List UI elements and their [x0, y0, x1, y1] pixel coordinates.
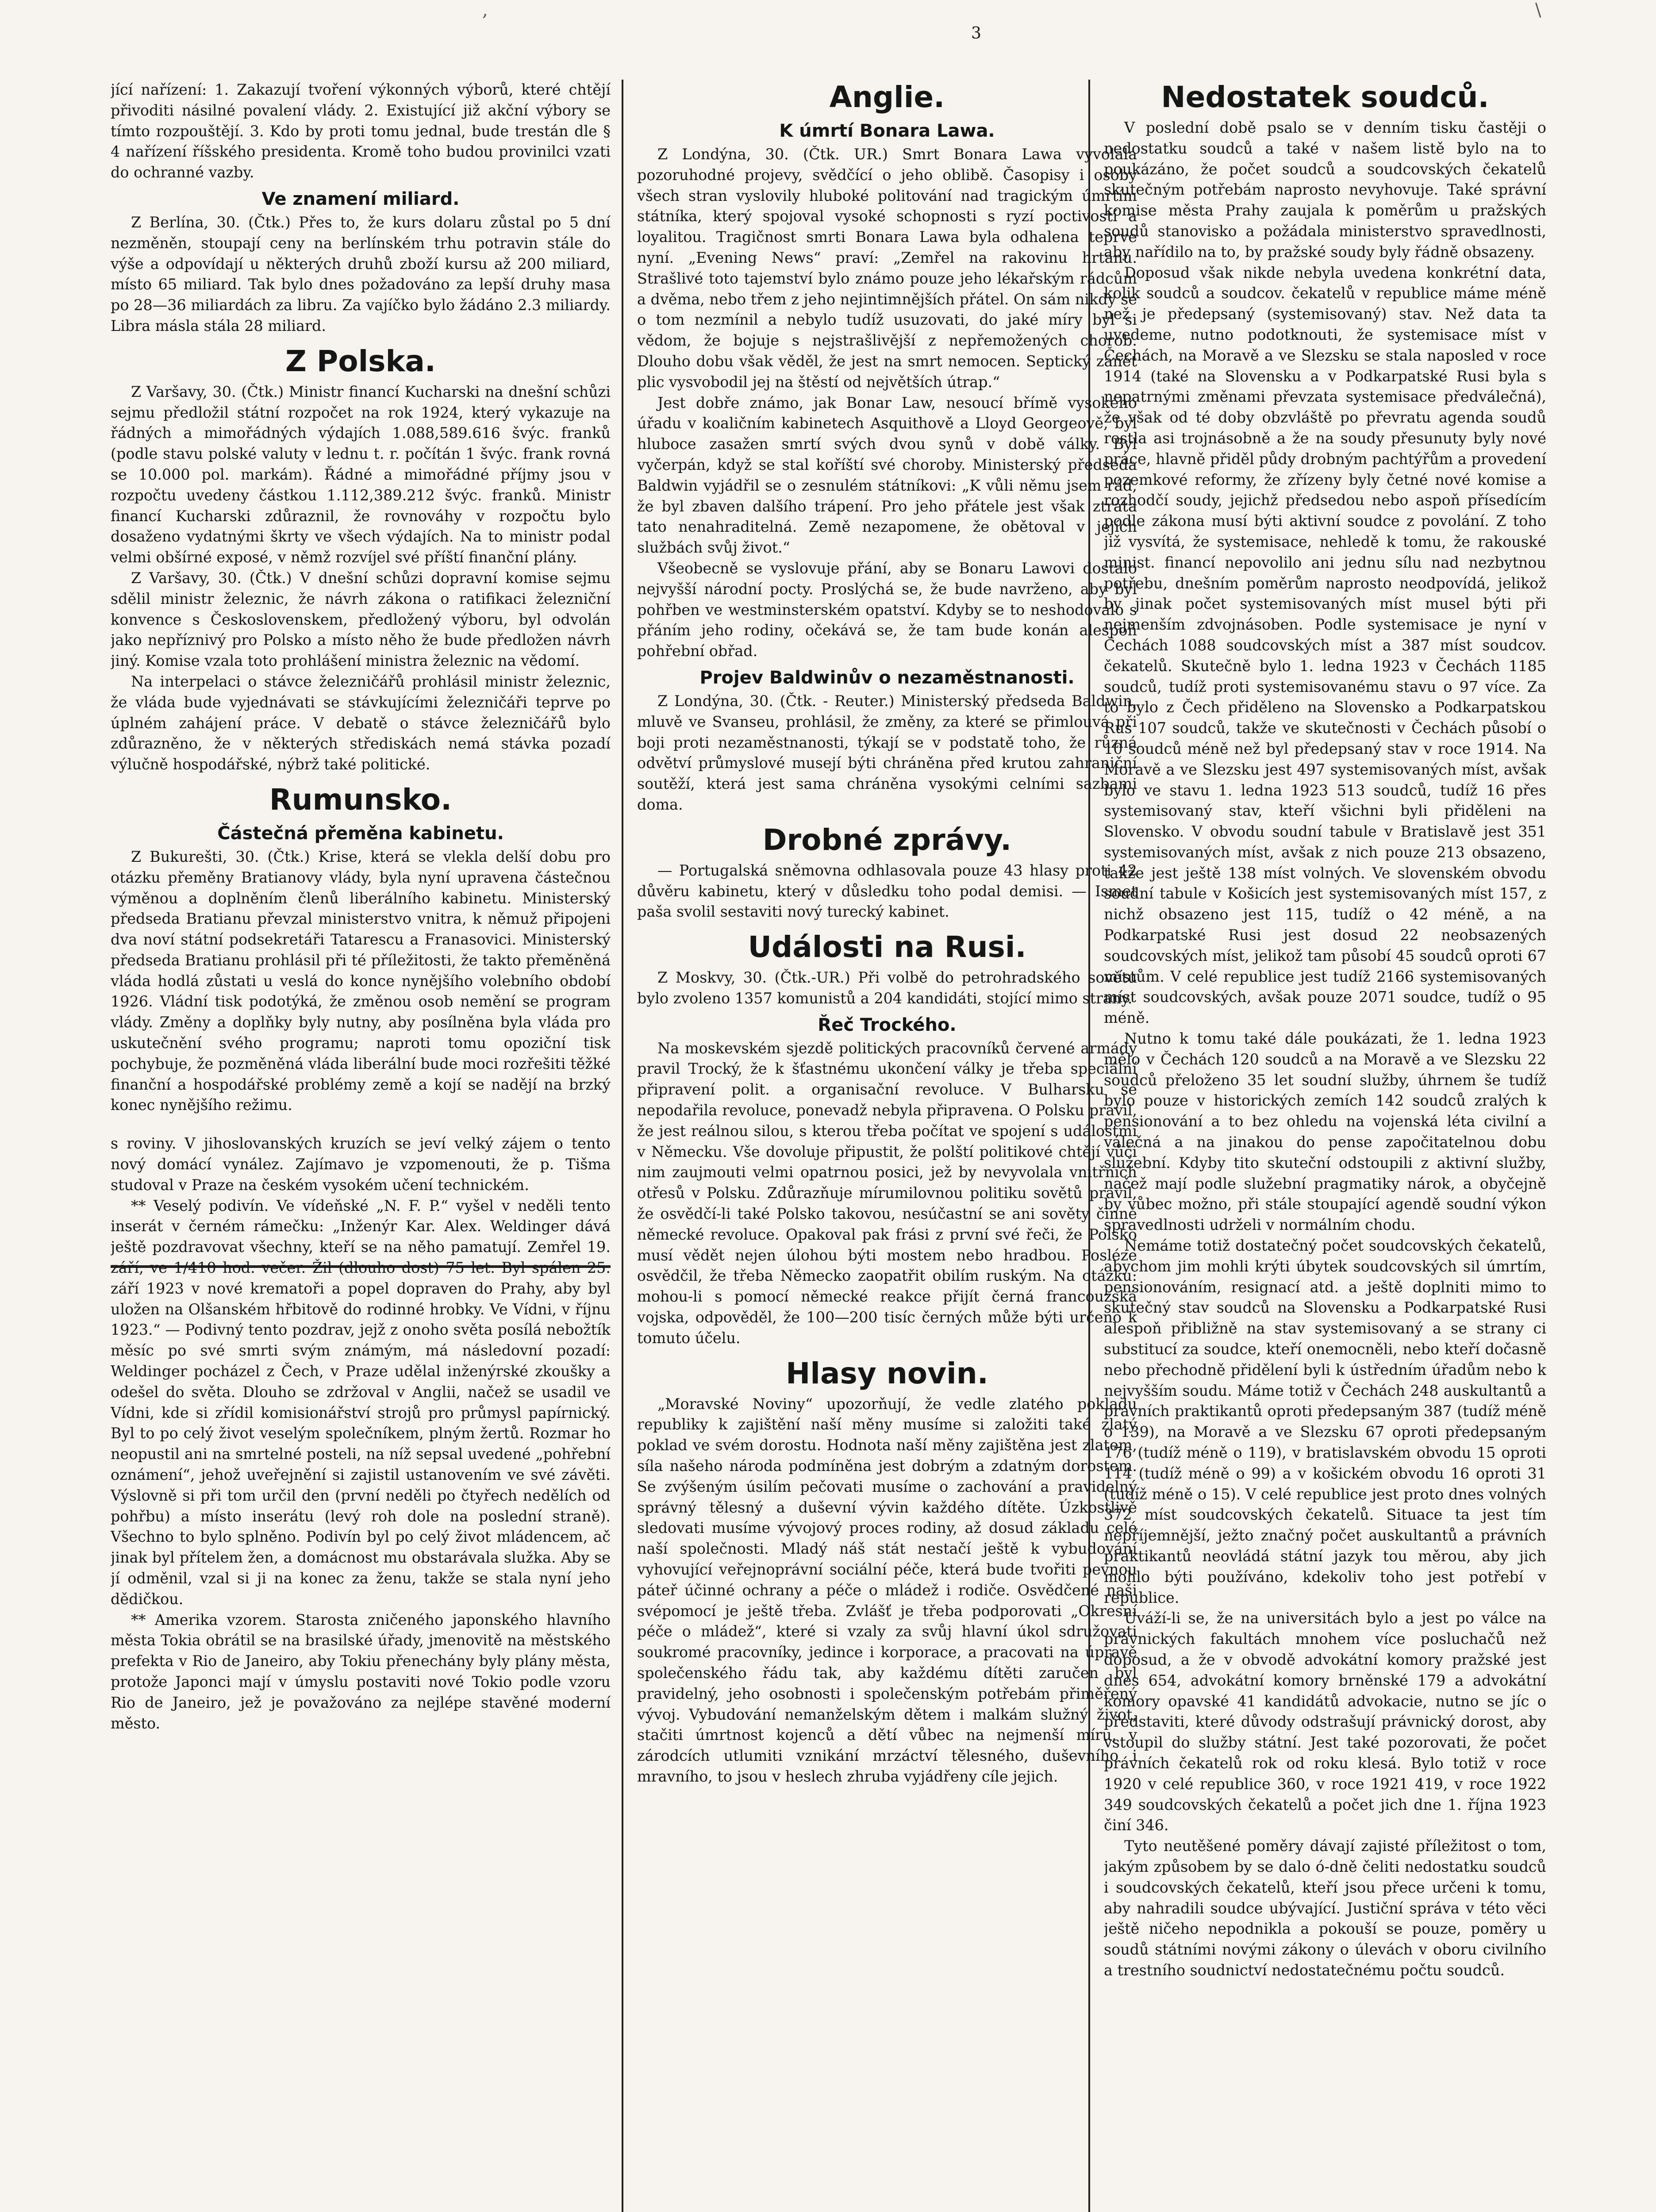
article-rumunsko: Z Bukurešti, 30. (Čtk.) Krise, která se vlekla delší dobu pro otázku přeměny Bratianovy vlády, byla nyní upravena částečnou výměnou a doplněním členů liberálního kabinetu. Ministerský předseda Bratianu převzal ministerstvo vnitra, k němuž připojeni dva noví státní podsekretáři Tatarescu a Franasovici. Ministerský předseda Bratianu prohlásil při té příležitosti, že takto přeměněná vláda hodlá zůstati u veslá do konce nynějšího volebního období 1926. Vládní tisk podotýká, že změnou osob nemění se program vlády. Změny a doplňky byly nutny, aby posílněna byla vláda pro uskutečnění svého programu; naproti tomu opoziční tisk pochybuje, že pozměněná vláda liberální bude moci rozřešiti těžké finanční a hospodářské problémy země a kojí se nadějí na brzký konec nynějšího režimu. — [111, 848, 611, 1114]
heading-anglie: Anglie. — [829, 80, 945, 114]
heading-drobne: Drobné zprávy. — [762, 822, 1012, 857]
heading-hlasy: Hlasy novin. — [786, 1356, 988, 1390]
article-hlasy: „Moravské Noviny“ upozorňují, že vedle zlatého pokladu republiky k zajištění naší měny musíme si založiti také zlatý poklad ve svém dorostu. Hodnota naší měny zajištěna jest zlatem, síla našeho národa podmíněna jest dobrým a zdatným dorostem. Se zvýšeným úsilím pečovati musíme o zachování a pravidelný správný tělesný a duševní vývin každého dítěte. Úzkostlivě sledovati musíme vývojový proces rodiny, až dosud základu celé naší společnosti. Mladý náš stát nestačí ještě k vybudování vyhovující veřejnoprávní sociální péče, která bude tvořiti pevnou páteř účinné ochrany a péče o mládež i rodiče. Osvědčené naši svépomocí je ještě třeba. Zvlášť je třeba podporovati „Okresní péče o mládež“, které si vzaly za svůj hlavní úkol sdružovati soukromé pracovníky, jedince i korporace, a pracovati na úpravě společenského řádu tak, aby každému dítěti zaručen byl pravidelný, jeho osobnosti i společenským potřebám přiměřený vývoj. Vybudování nemanželským dětem i malkám služný život, stačiti úmrtnost kojenců a dětí vůbec na nejmenší míru, v zárodcích utlumiti vznikání mrzáctví tělesného, duševního i mravního, to jsou v heslech zhruba vyjádřeny cíle jejich. — [637, 1395, 1137, 1785]
page-number: 3 — [971, 24, 981, 42]
binding-mark-left: , — [482, 0, 488, 20]
article-bonar-1: Z Londýna, 30. (Čtk. UR.) Smrt Bonara Lawa vyvolala pozoruhodné projevy, svědčící o jeho oblibě. Časopisy i osoby všech stran vyslovily hluboké politování nad tragickým úmrtím státníka, který spojoval vysoké schopnosti s ryzí poctivostí a loyalitou. Tragičnost smrti Bonara Lawa byla odhalena teprve nyní. „Evening News“ praví: „Zemřel na rakovinu hrtanu. Strašlivé toto tajemství bylo známo pouze jeho lékařským rádcům a dvěma, nebo třem z jeho nejintimnějších přátel. On sám nikdy se o tom nezmínil a nebylo tudíž usuzovati, do jaké míry byl si vědom, že bojuje s nejstrašlivější z nepřemožených chorob. Dlouho dobu však věděl, že jest na smrt nemocen. Septický zánět plic vysvobodil jej na štěstí od největších útrap.“ — [637, 146, 1137, 391]
article-misc-1: s roviny. V jihoslovanských kruzích se jeví velký zájem o tento nový domácí vynález. Zajímavo je vzpomenouti, že p. Tišma studoval v Praze na českém vysokém učení technickém. — [111, 1135, 611, 1194]
article-soudcu-4: Nemáme totiž dostatečný počet soudcovských čekatelů, abychom jim mohli krýti úbytek soudcovských sil úmrtím, pensionováním, resignací atd. a ještě doplniti mimo to skutečný stav soudců na Slovensku a Podkarpatské Rusi alespoň přibližně na stav systemisovaný a se strany ci substitucí za soudce, kteří onemocněli, nebo kteří dočasně nebo přechodně přidělení byli k ústředním úřadům nebo k nejvyšším soudu. Máme totiž v Čechách 248 auskultantů a právních praktikantů oproti předepsaným 387 (tudíž méně o 139), na Moravě a ve Slezsku 67 oproti předepsaným 176 (tudíž méně o 119), v bratislavském obvodu 15 oproti 114 (tudíž méně o 99) a v košickém obvodu 16 oproti 31 (tudíž méně o 15). V celé republice jest proto dnes volných 372 míst soudcovských čekatelů. Situace ta jest tím nepříjemnější, ježto značný počet auskultantů a právních praktikantů neovládá státní jazyk tou měrou, aby jich mohlo býti používáno, kdekoliv toho jest potřebí v republice. — [1104, 1237, 1546, 1606]
article-soudcu-2: Doposud však nikde nebyla uvedena konkrétní data, kolik soudců a soudcov. čekatelů v republice máme méně než je předepsaný (systemisovaný) stav. Než data ta uvedeme, nutno podotknouti, že systemisace míst v Čechách, na Moravě a ve Slezsku se stala naposled v roce 1914 (také na Slovensku a v Podkarpatské Rusi byla s nepatrnými změnami převzata systemisace předválečná), že však od té doby obzvláště po převratu agenda soudů rostla asi trojnásobně a že na soudy přesunuty byly nové práce, hlavně přiděl půdy drobným pachtýřům a provedení pozemkové reformy, že zřízeny byly četné nové komise a rozhodčí soudy, jejichž předsedou nebo aspoň přísedícím podle zákona musí býti aktivní soudce z povolání. Z toho již vysvítá, že systemisace, nehledě k tomu, že rakouské minist. financí nepovolilo ani jednu sílu nad nezbytnou potřebu, dnešním poměrům naprosto neodpovídá, jelikož by jinak počet systemisovaných míst musel býti při nejmenším zdvojnásoben. Podle systemisace je nyní v Čechách 1088 soudcovských míst a 387 míst soudcov. čekatelů. Skutečně bylo 1. ledna 1923 v Čechách 1185 soudců, tudíž proti systemisovanému stavu o 97 více. Za to bylo z Čech přiděleno na Slovensko a Podkarpatskou Rus 107 soudců, takže ve skutečnosti v Čechách působí o 10 soudců méně než byl předepsaný stav v roce 1914. Na Moravě a ve Slezsku jest 497 systemisovaných míst, avšak bylo ve stavu 1. ledna 1923 513 soudců, tudíž 16 přes systemisovaný stav, kteří všichni byli přiděleni na Slovensko. V obvodu soudní tabule v Bratislavě jest 351 systemisovaných míst, avšak z nich pouze 213 obsazeno, takže jest ještě 138 míst volných. Ve slovenském obvodu soudní tabule v Košicích jest systemisovaných míst 157, z nichž obsazeno jest 115, tudíž o 42 méně, a na Podkarpatské Rusi jest dosud 22 neobsazených soudcovských míst, jelikož tam působí 45 soudců oproti 67 místům. V celé republice jest tudíž 2166 systemisovaných míst soudcovských, avšak pouze 2071 soudce, tudíž o 95 méně. — [1104, 264, 1546, 1027]
subheading-baldwin: Projev Baldwinův o nezaměstnanosti. — [699, 667, 1075, 688]
article-rusi: Z Moskvy, 30. (Čtk.-UR.) Při volbě do petrohradského sovětu bylo zvoleno 1357 komunistů a 204 kandidáti, stojící mimo strany. — [637, 969, 1137, 1007]
article-polska-1: Z Varšavy, 30. (Čtk.) Ministr financí Kucharski na dnešní schůzi sejmu předložil státní rozpočet na rok 1924, který vykazuje na řádných a mimořádných výdajích 1.088,589.616 švýc. franků (podle stavu polské valuty v lednu t. r. počítán 1 švýc. frank rovná se 10.000 pol. markám). Řádné a mimořádné příjmy jsou v rozpočtu uvedeny částkou 1.112,389.212 švýc. franků. Ministr financí Kucharski zdůraznil, že rovnováhy v rozpočtu bylo dosaženo vydatnými škrty ve všech výdajích. Na to ministr podal velmi obšírné exposé, v němž rozvíjel své příští finanční plány. — [111, 383, 611, 566]
article-bonar-2: Jest dobře známo, jak Bonar Law, nesoucí břímě vysokého úřadu v koaličním kabinetech Asquithově a Lloyd Georgeově, byl hluboce zasažen smrtí svých dvou synů v době války. Byl vyčerpán, když se stal koříští své choroby. Ministerský předseda Baldwin vyjádřil se o zesnulém státníkovi: „K vůli němu jsem rád, že byl zbaven dalšího trápení. Pro jeho přátele jest však ztráta tato nenahraditelná. Země nezapomene, že obětoval v jejích službách svůj život.“ — [637, 394, 1137, 557]
heading-rusi: Události na Rusi. — [748, 930, 1026, 964]
heading-rumunsko: Rumunsko. — [269, 782, 452, 817]
column-1 — [111, 80, 611, 2212]
subheading-rumunsko: Částečná přeměna kabinetu. — [217, 823, 504, 844]
article-trocky: Na moskevském sjezdě politických pracovníků červené armády pravil Trocký, že k šťastnému ukončení války je třeba speciální připravení polit. a organisační revoluce. V Bulharsku se nepodařila revoluce, ponevadž nebyla připravena. O Polsku pravil, že jest reálnou silou, s kterou třeba počítat ve spojení s událostmi v Německu. Vše dovoluje připustit, že polští politikové chtějí vůči nim zaujmouti velmi opatrnou posici, jež by nevyvolala vnitřních otřesů v Polsku. Zdůrazňuje mírumilovnou politiku sovětů pravil, že osvědčí-li také Polsko takovou, nesúčastní se ani sověty činně německé revoluce. Opakoval pak frási z první své řeči, že Polsko musí vědět nejen úlohou býti mostem nebo hradbou. Posléze osvědčil, že třeba Německo zaopatřit obilím ruským. Na otázku: mohou-li s pomocí německé reakce přijít černá francouzská vojska, odpověděl, že 100—200 tisíc černých může býti určeno k tomuto účelu. — [637, 1039, 1137, 1347]
article-baldwin: Z Londýna, 30. (Čtk. - Reuter.) Ministerský předseda Baldwin, mluvě ve Svanseu, prohlásil, že změny, za které se přimlouvá při boji proti nezaměstnanosti, týkají se v podstatě toho, že různá odvětví průmyslové musejí býti chráněna před krutou zahraniční soutěží, která jest sama chráněna vysokými celními sazbami doma. — [637, 692, 1137, 813]
article-soudcu-3: Nutno k tomu také dále poukázati, že 1. ledna 1923 mělo v Čechách 120 soudců a na Moravě a ve Slezsku 22 soudců přeloženo 35 let soudní služby, úhrnem še tudíž bylo pouze v historických zemích 142 soudců zralých k pensionování a to bez ohledu na vojenská léta civilní a válečná a na jinakou do pense započitatelnou dobu služební. Kdyby tito skuteční odstoupili z aktivní služby, načež mají podle služební pragmatiky nárok, a obyčejně by vůbec možno, při stále stoupající agendě soudní výkon spravedlnosti udrželi v normálním chodu. — [1104, 1030, 1546, 1234]
article-polska-3: Na interpelaci o stávce železničářů prohlásil ministr železnic, že vláda bude vyjednávati se stávkujícími železničáři teprve po úplném zahájení práce. V debatě o stávce železničářů bylo zdůrazněno, že v některých střediskách nemá stávka pozadí výlučně hospodářské, nýbrž také politické. — [111, 672, 611, 773]
article-bonar-3: Všeobecně se vyslovuje přání, aby se Bonaru Lawovi dostalo nejvyšší národní pocty. Proslýchá se, že bude navrženo, aby byl pohřben ve westminsterském opatství. Kdyby se to neshodovalo s přáním jeho rodiny, očekává se, že tam bude konán alespoň pohřební obřad. — [637, 559, 1137, 660]
article-misc-3: ** Amerika vzorem. Starosta zničeného japonského hlavního města Tokia obrátil se na brasilské úřady, jmenovitě na městského prefekta v Rio de Janeiro, aby Tokiu přenechány byly plány města, protože Japonci mají v úmyslu postaviti nové Tokio podle vzoru Rio de Janeiro, jež je považováno za nejlépe stavěné moderní město. — [111, 1611, 611, 1732]
subheading-trocky: Řeč Trockého. — [818, 1014, 957, 1035]
binding-mark-right: \ — [1535, 0, 1541, 20]
article-soudcu-5: Uváží-li se, že na universitách bylo a jest po válce na právnických fakultách mnohem více posluchačů než doposud, a že v obvodě advokátní komory pražské jest dnes 654, advokátní komory brněnské 179 a advokátní komory opavské 41 kandidátů advokacie, nutno se jíc o představiti, které důvody odstrašují právnický dorost, aby vstoupil do služby státní. Jest také pozorovati, že počet právních čekatelů rok od roku klesá. Bylo totiž v roce 1920 v celé republice 360, v roce 1921 419, v roce 1922 349 soudcovských čekatelů a počet jich dne 1. října 1923 činí 346. — [1104, 1609, 1546, 1834]
column-2 — [637, 80, 1137, 2212]
heading-miliard: Ve znamení miliard. — [261, 188, 460, 209]
column-rule-1 — [622, 80, 623, 2212]
heading-polska: Z Polska. — [285, 344, 436, 378]
article-miliard: Z Berlína, 30. (Čtk.) Přes to, že kurs dolaru zůstal po 5 dní nezměněn, stoupají ceny na berlínském trhu potravin stále do výše a odpovídají u některých druhů zboží kursu až 200 miliard, místo 65 miliard. Tak bylo dnes požadováno za lepší druhy masa po 28—36 miliardách za libru. Za vajíčko bylo žádáno 2.3 miliardy. Libra másla stála 28 miliard. — [111, 213, 611, 334]
article-misc-2: ** Veselý podivín. Ve vídeňské „N. F. P.“ vyšel v neděli tento inserát v černém rámečku: „Inženýr Kar. Alex. Weldinger dává ještě pozdravovat všechny, kteří se na něho pamatují. Zemřel 19. září, ve 1/410 hod. večer. Žil (dlouho dost) 75 let. Byl spálen 25. září 1923 v nové krematoři a popel dopraven do Prahy, aby byl uložen na Olšanském hřbitově do rodinné hrobky. Ve Vídni, v říjnu 1923.“ — Podivný tento pozdrav, jejž z onoho světa posílá nebožtík měsíc po své smrti svým známým, má následovní pozadí: Weldinger pocházel z Čech, v Praze udělal inženýrské zkoušky a odešel do světa. Dlouho se zdržoval v Anglii, načež se usadil ve Vídni, kde si zřídil komisionářství strojů pro průmysl papírnický. Byl to po celý život veselým společníkem, plným žertů. Rozmar ho neopustil ani na smrtelné posteli, na níž sepsal uvedené „pohřební oznámení“, jehož uveřejnění si zajistil ustanovením ve své závěti. Výslovně si při tom určil den (první neděli po čtyřech nedělích od pohřbu) a místo inserátu (levý roh dole na poslední straně). Všechno to bylo splněno. Podivín byl po celý život mládencem, ač jinak byl přítelem žen, a domácnost mu obstarávala služka. Aby se jí odměnil, vzal si ji na konec za ženu, takže se stala nyní jeho dědičkou. — [111, 1197, 611, 1608]
article-soudcu-6: Tyto neutěšené poměry dávají zajisté příležitost o tom, jakým způsobem by se dalo ó-dně čeliti nedostatku soudců i soudcovských čekatelů, kteří jsou přece určeni k tomu, aby nahradili soudce ubývající. Justiční správa v této věci ještě ničeho nepodnikla a pokouší se pouze, poměry u soudů státními novými zákony o úlevách v oboru civilního a trestního soudnictví nedostatečnému počtu soudců. — [1104, 1837, 1546, 1979]
article-soudcu-1: V poslední době psalo se v denním tisku častěji o nedostatku soudců a také v našem listě bylo na to poukázáno, že počet soudců a soudcovských čekatelů skutečným potřebám naprosto nevyhovuje. Také správní komise města Prahy zaujala k poměrům u pražských soudů stanovisko a požádala ministerstvo spravedlnosti, aby nařídilo na to, by pražské soudy byly řádně obsazeny. — [1104, 119, 1546, 261]
article-continuation: jící nařízení: 1. Zakazují tvoření výkonných výborů, které chtějí přivoditi násilné povalení vlády. 2. Existující již akční výbory se tímto rozpouštějí. 3. Kdo by proti tomu jednal, bude trestán dle § 4 nařízení říšského presidenta. Kromě toho budou provinilci vzati do ochranné vazby. — [111, 81, 611, 181]
column-3 — [1104, 80, 1546, 2212]
heading-soudcu: Nedostatek soudců. — [1161, 80, 1489, 114]
article-polska-2: Z Varšavy, 30. (Čtk.) V dnešní schůzi dopravní komise sejmu sdělil ministr železnic, že návrh zákona o ratifikaci železniční konvence s Československem, předložený výboru, byl odvolán jako nepříznivý pro Polsko a místo něho že bude předložen návrh jiný. Komise vzala toto prohlášení ministra železnic na vědomí. — [111, 569, 611, 670]
article-drobne: — Portugalská sněmovna odhlasovala pouze 43 hlasy proti 42 důvěru kabinetu, který v důsledku toho podal demisi. — Ismet paša svolil sestaviti nový turecký kabinet. — [637, 861, 1137, 921]
subheading-bonar: K úmrtí Bonara Lawa. — [779, 121, 995, 141]
